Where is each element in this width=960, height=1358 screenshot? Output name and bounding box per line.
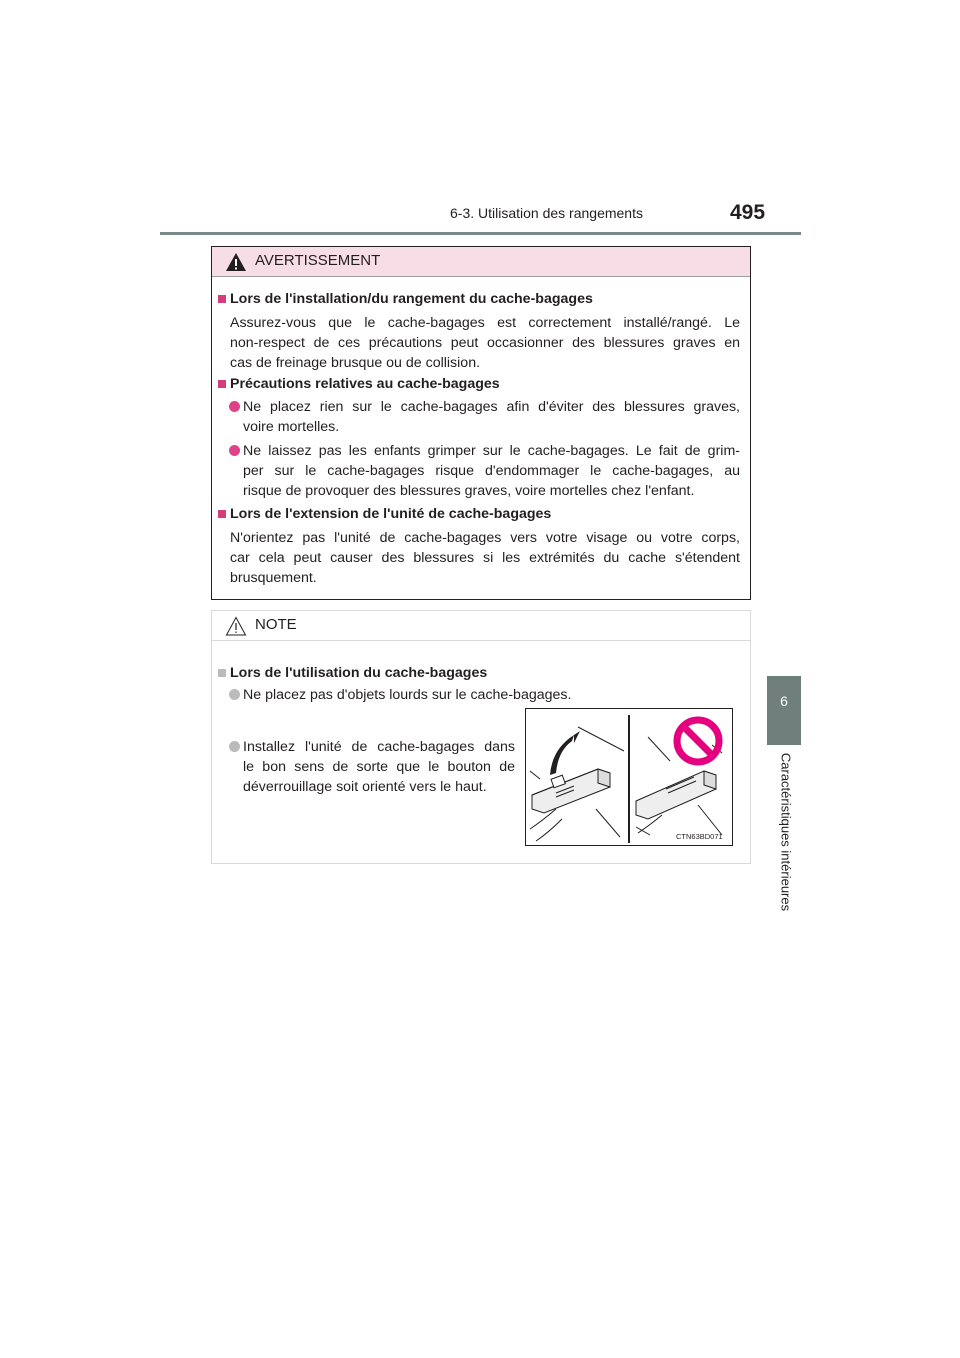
warning-heading-1: Lors de l'installation/du rangement du cache-bagages [230, 291, 593, 307]
round-bullet-icon [229, 401, 240, 412]
square-bullet-icon [218, 510, 226, 518]
page-number: 495 [730, 201, 766, 224]
round-bullet-icon [229, 689, 240, 700]
square-bullet-icon [218, 295, 226, 303]
round-bullet-icon [229, 741, 240, 752]
warning-triangle-icon [225, 252, 247, 272]
note-heading: Lors de l'utilisation du cache-bagages [230, 665, 488, 681]
warning-text: Assurez-vous que le cache-bagages est correctement installé/rangé. Le [230, 315, 740, 331]
warning-bullet-text: Ne laissez pas les enfants grimper sur le cache-bagages. Le fait de grim- [243, 443, 740, 459]
warning-text: cas de freinage brusque ou de collision. [230, 355, 481, 371]
note-bullet-text: déverrouillage soit orienté vers le haut. [243, 779, 487, 795]
chapter-tab[interactable] [767, 676, 801, 745]
warning-bullet-text: risque de provoquer des blessures graves, voire mortelles chez l'enfant. [243, 483, 695, 499]
note-bullet-text: le bon sens de sorte que le bouton de [243, 759, 515, 775]
caution-triangle-outline-icon [225, 616, 247, 636]
arrow-head-icon [574, 731, 580, 743]
warning-bullet-text: per sur le cache-bagages risque d'endommager le cache-bagages, au [243, 463, 740, 479]
round-bullet-icon [229, 445, 240, 456]
note-title: NOTE [255, 616, 297, 633]
chapter-title: Caractéristiques intérieures [778, 752, 794, 912]
warning-text: brusquement. [230, 570, 317, 586]
warning-title: AVERTISSEMENT [255, 252, 381, 269]
prohibited-sign-icon [677, 720, 719, 762]
curved-arrow-icon [550, 735, 574, 775]
warning-text: car cela peut causer des blessures si les extrémités du cache s'étendent [230, 550, 740, 566]
warning-bullet-text: voire mortelles. [243, 419, 340, 435]
header-divider [160, 232, 801, 235]
warning-header [212, 247, 750, 277]
cargo-cover-drawing [526, 709, 732, 845]
square-bullet-icon [218, 669, 226, 677]
warning-heading-3: Lors de l'extension de l'unité de cache-bagages [230, 506, 552, 522]
cargo-cover-illustration [525, 708, 733, 846]
warning-text: N'orientez pas l'unité de cache-bagages vers votre visage ou votre corps, [230, 530, 740, 546]
warning-heading-2: Précautions relatives au cache-bagages [230, 376, 500, 392]
section-title: 6-3. Utilisation des rangements [450, 205, 643, 221]
warning-text: non-respect de ces précautions peut occasionner des blessures graves en [230, 335, 740, 351]
warning-box [211, 246, 751, 600]
square-bullet-icon [218, 380, 226, 388]
figure-code: CTN63BD071 [676, 832, 723, 841]
note-bullet-text: Installez l'unité de cache-bagages dans [243, 739, 515, 755]
chapter-number: 6 [780, 693, 788, 709]
note-header [212, 611, 750, 641]
warning-bullet-text: Ne placez rien sur le cache-bagages afin d'éviter des blessures graves, [243, 399, 740, 415]
note-bullet-text: Ne placez pas d'objets lourds sur le cache-bagages. [243, 687, 572, 703]
correct-orientation-drawing [530, 727, 624, 841]
